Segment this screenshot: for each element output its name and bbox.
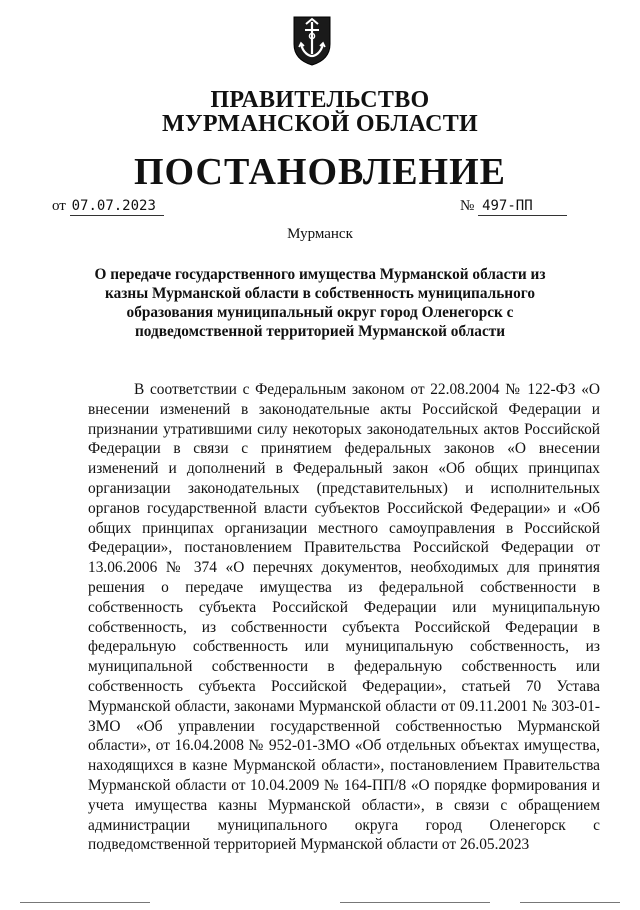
document-number [460, 198, 567, 216]
document-type-title: ПОСТАНОВЛЕНИЕ [133, 151, 507, 193]
date-prefix: от [52, 198, 66, 214]
scan-edge-artifact [0, 902, 640, 904]
resolution-body-paragraph: В соответствии с Федеральным законом от 22.08.2004 № 122-ФЗ «О внесении изменений в законодательные акты Российской Федерации и признании утратившими силу некоторых законодательных актов Российской Федерации в связи с принятием федеральных законов «О внесении изменений и дополнений в Федеральный закон «Об общих принципах организации законодательных (представительных) и исполнительных органов государственной власти субъектов Российской Федерации» и «Об общих принципах организации местного самоуправления в Российской Федерации», постановлением Правительства Российской Федерации от 13.06.2006 № 374 «О перечнях документов, необходимых для принятия решения о передаче имущества из федеральной собственности в собственность субъекта Российской Федерации или муниципальную собственность, из собственности субъекта Российской Федерации в федеральную собственность или муниципальную собственность, из муниципальной собственности в федеральную собственность или собственность субъекта Российской Федерации», статьей 70 Устава Мурманской области, законами Мурманской области от 09.11.2001 № 303-01-ЗМО «Об управлении государственной собственностью Мурманской области», от 16.04.2008 № 952-01-ЗМО «Об отдельных объектах имущества, находящихся в казне Мурманской области», постановлением Правительства Мурманской области от 10.04.2009 № 164-ПП/8 «О порядке формирования и учета имущества казны Мурманской области», в связи с обращением администрации муниципального округа город Оленегорск с подведомственной территорией Мурманской области от 26.05.2023 [88, 381, 600, 854]
number-value: 497-ПП [478, 198, 567, 216]
organization-name-line1: ПРАВИТЕЛЬСТВО [210, 87, 430, 113]
resolution-title: О передаче государственного имущества Мурманской области из казны Мурманской области в собственность муниципального образования муниципальный округ город Оленегорск с подведомственной территорией Мурманской области [94, 266, 546, 340]
city-name: Мурманск [287, 226, 353, 242]
date-value: 07.07.2023 [70, 198, 164, 216]
document-date [52, 198, 164, 216]
coat-of-arms-icon [292, 14, 332, 66]
organization-name-line2: МУРМАНСКОЙ ОБЛАСТИ [162, 111, 478, 137]
number-prefix: № [460, 198, 475, 214]
